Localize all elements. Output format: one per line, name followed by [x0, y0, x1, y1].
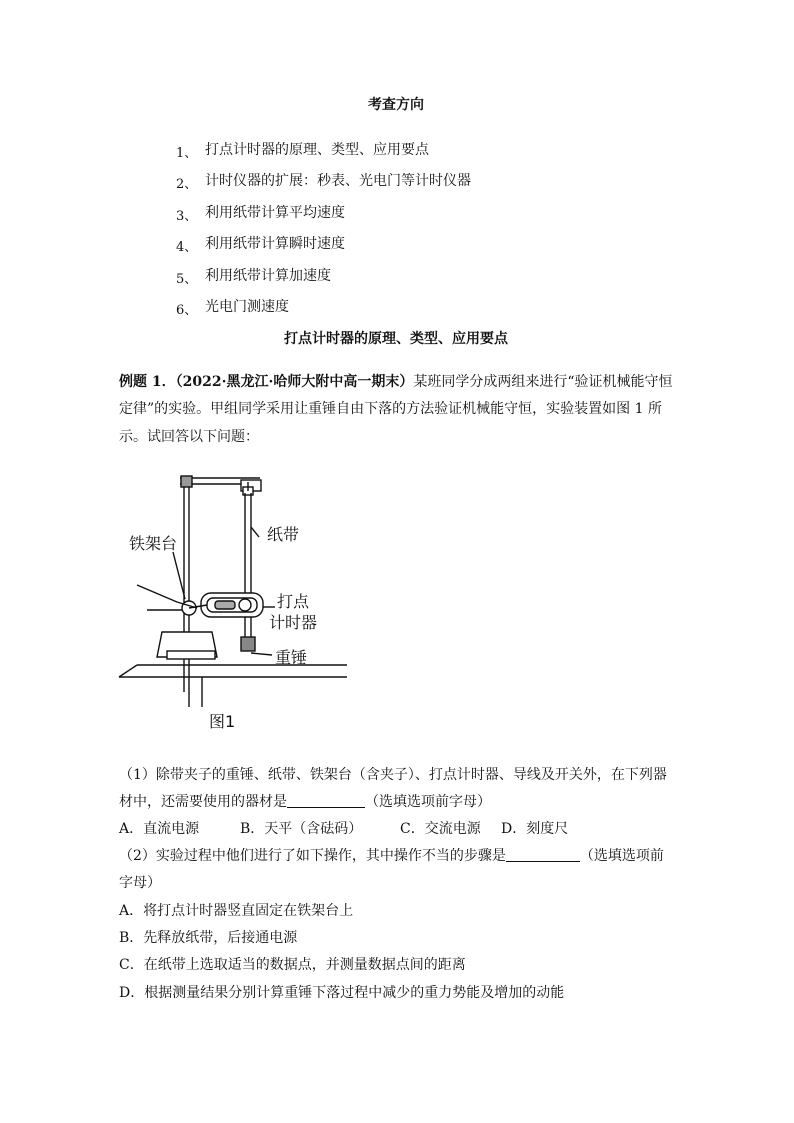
list-item: 利用纸带计算加速度: [205, 268, 331, 284]
label-stand: 铁架台: [129, 534, 178, 553]
example-line-2: 定律”的实验。甲组同学采用让重锤自由下落的方法验证机械能守恒，实验装置如图 1 所: [119, 401, 662, 417]
label-weight: 重锤: [275, 648, 308, 667]
list-number: 2、: [176, 177, 198, 192]
label-tape: 纸带: [267, 525, 300, 544]
label-timer-2: 计时器: [269, 613, 318, 632]
q1-answer-blank[interactable]: [287, 793, 365, 808]
example-text: 某班同学分成两组来进行“验证机械能守恒: [413, 374, 673, 390]
list-item: 利用纸带计算瞬时速度: [205, 236, 345, 252]
q2-option-d: D．根据测量结果分别计算重锤下落过程中减少的重力势能及增加的动能: [119, 985, 565, 1001]
list-item: 利用纸带计算平均速度: [205, 205, 345, 221]
topic-title: 打点计时器的原理、类型、应用要点: [284, 331, 508, 347]
figure-caption: 图1: [209, 712, 236, 731]
example-line-1: [119, 373, 673, 391]
section-heading: 考查方向: [368, 97, 424, 113]
q1-prompt: 材中，还需要使用的器材是: [119, 794, 287, 810]
apparatus-diagram: [117, 467, 347, 737]
q1-option-c: C．交流电源: [400, 821, 481, 837]
q2-option-b: B．先释放纸带，后接通电源: [119, 930, 298, 946]
q1-option-a: A．直流电源: [119, 821, 200, 837]
list-number: 4、: [176, 240, 198, 255]
q1-option-d: D．刻度尺: [501, 821, 569, 837]
label-timer-1: 打点: [277, 592, 310, 611]
q2-line-1: [119, 847, 664, 865]
heavy-weight: [241, 637, 255, 651]
label-line-stand: [173, 552, 185, 599]
q2-option-c: C．在纸带上选取适当的数据点，并测量数据点间的距离: [119, 957, 466, 973]
list-number: 5、: [176, 272, 198, 287]
q1-hint: （选填选项前字母）: [365, 794, 491, 810]
label-line-tape: [251, 527, 259, 537]
q2-line-2: 字母）: [119, 875, 161, 891]
top-clamp: [181, 476, 192, 487]
q1-line-1: （1）除带夹子的重锤、纸带、铁架台（含夹子）、打点计时器、导线及开关外，在下列器: [119, 767, 667, 783]
q2-hint: （选填选项前: [579, 848, 664, 864]
example-source: （2022·黑龙江·哈师大附中高一期末）: [175, 374, 414, 390]
list-number: 6、: [176, 303, 198, 318]
q1-line-2: [119, 793, 491, 811]
example-line-3: 示。试回答以下问题：: [119, 429, 259, 445]
list-item: 计时仪器的扩展：秒表、光电门等计时仪器: [205, 173, 471, 189]
example-label: 例题 1．: [119, 374, 176, 390]
list-item: 光电门测速度: [205, 299, 289, 315]
q2-prompt: （2）实验过程中他们进行了如下操作，其中操作不当的步骤是: [119, 848, 506, 864]
label-line-weight: [251, 653, 272, 655]
apparatus-figure: [117, 467, 347, 741]
q1-option-b: B．天平（含砝码）: [240, 821, 363, 837]
q2-option-a: A．将打点计时器竖直固定在铁架台上: [119, 903, 354, 919]
list-number: 1、: [176, 146, 198, 161]
list-number: 3、: [176, 209, 198, 224]
list-item: 打点计时器的原理、类型、应用要点: [205, 142, 429, 158]
q2-answer-blank[interactable]: [506, 847, 580, 862]
